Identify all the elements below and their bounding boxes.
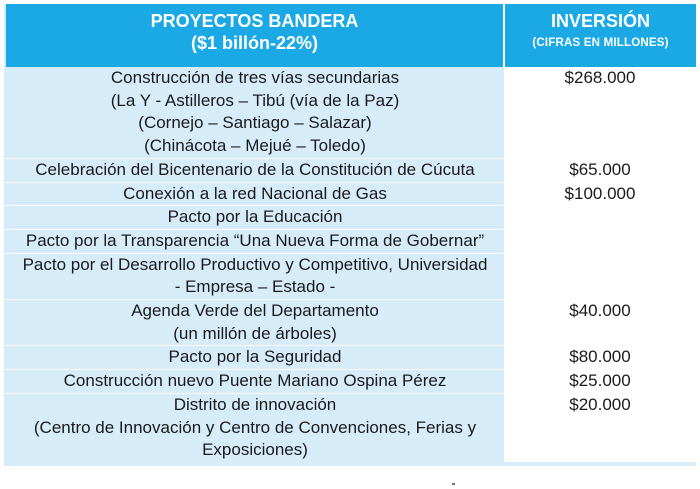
header-investment bbox=[504, 4, 696, 67]
table-row bbox=[6, 370, 696, 394]
header-row bbox=[6, 4, 696, 67]
investment-cell: $65.000 bbox=[504, 158, 696, 182]
investment-cell: $268.000 bbox=[504, 67, 696, 158]
investment-cell: $80.000 bbox=[504, 346, 696, 370]
project-cell: Pacto por la Educación bbox=[6, 206, 504, 230]
header-projects-subtitle: ($1 billón-22%) bbox=[190, 33, 319, 53]
table-row bbox=[6, 67, 696, 158]
project-cell: Construcción nuevo Puente Mariano Ospina Pérez bbox=[6, 370, 504, 394]
investment-cell: $100.000 bbox=[504, 182, 696, 206]
header-investment-title: INVERSIÓN bbox=[550, 11, 651, 31]
header-projects bbox=[6, 4, 504, 67]
project-cell: Distrito de innovación (Centro de Innovación y Centro de Convenciones, Ferias y Exposiciones) bbox=[6, 393, 504, 462]
project-cell: Construcción de tres vías secundarias (La Y - Astilleros – Tibú (vía de la Paz) (Cornejo – Santiago – Salazar) (Chinácota – Mejué – Toledo) bbox=[6, 67, 504, 158]
table-row bbox=[6, 393, 696, 462]
table-row bbox=[6, 182, 696, 206]
table-frame bbox=[4, 4, 696, 466]
table-row bbox=[6, 300, 696, 346]
table-row bbox=[6, 158, 696, 182]
project-cell: Pacto por la Seguridad bbox=[6, 346, 504, 370]
investment-cell: $25.000 bbox=[504, 370, 696, 394]
table-row bbox=[6, 229, 696, 253]
table-row bbox=[6, 346, 696, 370]
header-projects-title: PROYECTOS BANDERA bbox=[150, 11, 359, 31]
header-investment-subtitle: (CIFRAS EN MILLONES) bbox=[532, 37, 669, 49]
investment-cell bbox=[504, 253, 696, 299]
project-cell: Celebración del Bicentenario de la Constitución de Cúcuta bbox=[6, 158, 504, 182]
project-cell: Pacto por la Transparencia “Una Nueva Forma de Gobernar” bbox=[6, 229, 504, 253]
stray-mark bbox=[452, 483, 455, 485]
investment-cell: $40.000 bbox=[504, 300, 696, 346]
project-cell: Conexión a la red Nacional de Gas bbox=[6, 182, 504, 206]
table-row bbox=[6, 253, 696, 299]
project-cell: Agenda Verde del Departamento (un millón de árboles) bbox=[6, 300, 504, 346]
projects-table bbox=[6, 4, 696, 462]
investment-cell: $20.000 bbox=[504, 393, 696, 462]
project-cell: Pacto por el Desarrollo Productivo y Competitivo, Universidad - Empresa – Estado - bbox=[6, 253, 504, 299]
investment-cell bbox=[504, 206, 696, 230]
investment-cell bbox=[504, 229, 696, 253]
table-row bbox=[6, 206, 696, 230]
